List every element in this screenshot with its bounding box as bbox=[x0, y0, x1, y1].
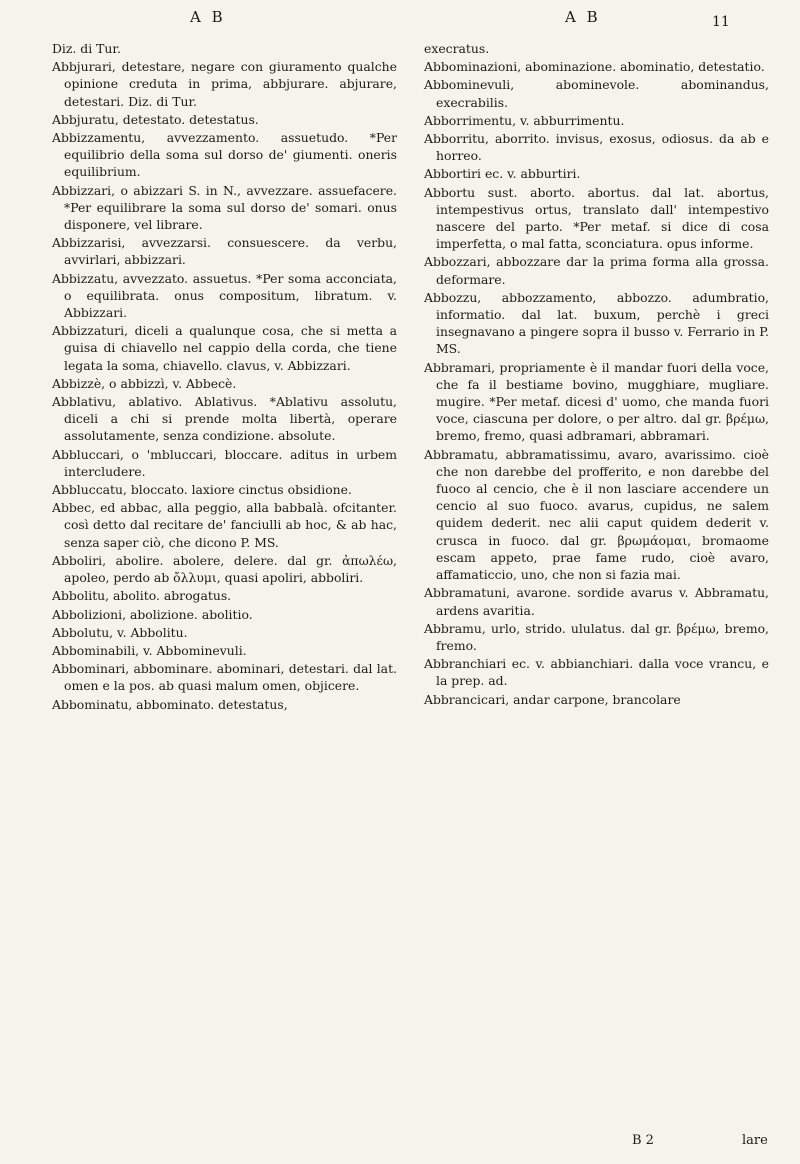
dictionary-entry: Abbramari, propriamente è il mandar fuori della voce, che fa il bestiame bovino, mugghiare, mugliare. mugire. *Per metaf. dicesi d' uomo, che manda fuori voce, ciascuna per dolore, o per altro. dal gr. βρέμω, bremo, fremo, quasi adbramari, abbramari. bbox=[424, 359, 769, 444]
dictionary-entry: Abbizzatu, avvezzato. assuetus. *Per soma acconciata, o equilibrata. onus compositum, libratum. v. Abbizzari. bbox=[52, 270, 397, 321]
dictionary-entry: Abbominazioni, abominazione. abominatio, detestatio. bbox=[424, 59, 765, 75]
dictionary-entry: execratus. bbox=[424, 41, 490, 56]
dictionary-entry: Abbominatu, abbominato. detestatus, bbox=[52, 696, 288, 712]
signature-mark: B 2 bbox=[632, 1133, 654, 1148]
right-column bbox=[424, 40, 769, 709]
dictionary-entry: Abbortu sust. aborto. abortus. dal lat. abortus, intempestivus ortus, translato dall' intempestivo nascere del parto. *Per metaf. si dice di cosa imperfetta, o mal fatta, sconciatura. opus informe. bbox=[424, 184, 769, 252]
dictionary-entry: Abbrancicari, andar carpone, brancolare bbox=[424, 691, 681, 707]
left-column bbox=[52, 40, 397, 714]
dictionary-entry: Abbramatuni, avarone. sordide avarus v. Abbramatu, ardens avaritia. bbox=[424, 585, 769, 618]
dictionary-entry: Abbolutu, v. Abbolitu. bbox=[52, 624, 188, 640]
dictionary-entry: Abbec, ed abbac, alla peggio, alla babbalà. ofcitanter. così detto dal recitare de' fanciulli ab hoc, & ab hac, senza saper ciò, che dicono P. MS. bbox=[52, 500, 397, 550]
dictionary-entry: Abbozzari, abbozzare dar la prima forma alla grossa. deformare. bbox=[424, 254, 769, 287]
dictionary-entry: Abbramu, urlo, strido. ululatus. dal gr. βρέμω, bremo, fremo. bbox=[424, 620, 769, 653]
dictionary-entry: Abbjurari, detestare, negare con giuramento qualche opinione creduta in prima, abbjurare. abjurare, detestari. Diz. di Tur. bbox=[52, 59, 397, 109]
running-head-right: A B bbox=[565, 8, 601, 26]
dictionary-entry: Abbizzamentu, avvezzamento. assuetudo. *Per equilibrio della soma sul dorso de' giumenti. oneris equilibrium. bbox=[52, 130, 397, 180]
dictionary-entry: Abbominabili, v. Abbominevuli. bbox=[52, 642, 247, 658]
dictionary-entry: Abbluccari, o 'mbluccari, bloccare. aditus in urbem intercludere. bbox=[52, 446, 397, 479]
dictionary-entry: Abborritu, aborrito. invisus, exosus, odiosus. da ab e horreo. bbox=[424, 131, 769, 164]
catchword: lare bbox=[742, 1133, 768, 1148]
dictionary-entry: Abbramatu, abbramatissimu, avaro, avarissimo. cioè che non darebbe del profferito, e non darebbe del fuoco al cencio, che è il non lasciare accendere un cencio al suo fuoco. avarus, cupidus, ne salem quidem dederit. nec alii caput quidem dederit v. crusca in fuoco. dal gr. βρωμάομαι, bromaome escam appeto, prae fame rudo, cioè avaro, affamaticcio, uno, che non si fazia mai. bbox=[424, 446, 769, 583]
dictionary-entry: Abbominari, abbominare. abominari, detestari. dal lat. omen e la pos. ab quasi malum omen, objicere. bbox=[52, 661, 397, 694]
dictionary-entry: Abbizzari, o abizzari S. in N., avvezzare. assuefacere. *Per equilibrare la soma sul dorso de' somari. onus disponere, vel librare. bbox=[52, 182, 397, 233]
dictionary-entry: Abbluccatu, bloccato. laxiore cinctus obsidione. bbox=[52, 482, 352, 498]
dictionary-entry: Abboliri, abolire. abolere, delere. dal gr. ἀπωλέω, apoleo, perdo ab ὄλλυμι, quasi apoliri, abboliri. bbox=[52, 552, 397, 586]
dictionary-entry: Diz. di Tur. bbox=[52, 41, 121, 56]
dictionary-entry: Abbolizioni, abolizione. abolitio. bbox=[52, 606, 253, 622]
dictionary-entry: Abbizzaturi, diceli a qualunque cosa, che si metta a guisa di chiavello nel cappio della corda, che tiene legata la soma, chiavello. clavus, v. Abbizzari. bbox=[52, 323, 397, 373]
dictionary-entry: Abbolitu, abolito. abrogatus. bbox=[52, 588, 232, 604]
dictionary-entry: Abbominevuli, abominevole. abominandus, execrabilis. bbox=[424, 77, 769, 110]
dictionary-entry: Abbizzarisi, avvezzarsi. consuescere. da verbu, avvirlari, abbizzari. bbox=[52, 235, 397, 268]
dictionary-entry: Abbranchiari ec. v. abbianchiari. dalla voce vrancu, e la prep. ad. bbox=[424, 656, 769, 689]
dictionary-entry: Abbortiri ec. v. abburtiri. bbox=[424, 166, 581, 182]
running-head-left: A B bbox=[190, 8, 226, 26]
dictionary-entry: Abbozzu, abbozzamento, abbozzo. adumbratio, informatio. dal lat. buxum, perchè i greci insegnavano a pingere sopra il busso v. Ferrario in P. MS. bbox=[424, 289, 769, 357]
dictionary-entry: Abblativu, ablativo. Ablativus. *Ablativu assolutu, diceli a chi si prende molta libertà, operare assolutamente, senza condizione. absolute. bbox=[52, 394, 397, 444]
dictionary-entry: Abborrimentu, v. abburrimentu. bbox=[424, 112, 625, 128]
page-number: 11 bbox=[712, 14, 730, 30]
dictionary-entry: Abbjuratu, detestato. detestatus. bbox=[52, 111, 259, 127]
dictionary-entry: Abbizzè, o abbizzì, v. Abbecè. bbox=[52, 375, 237, 391]
